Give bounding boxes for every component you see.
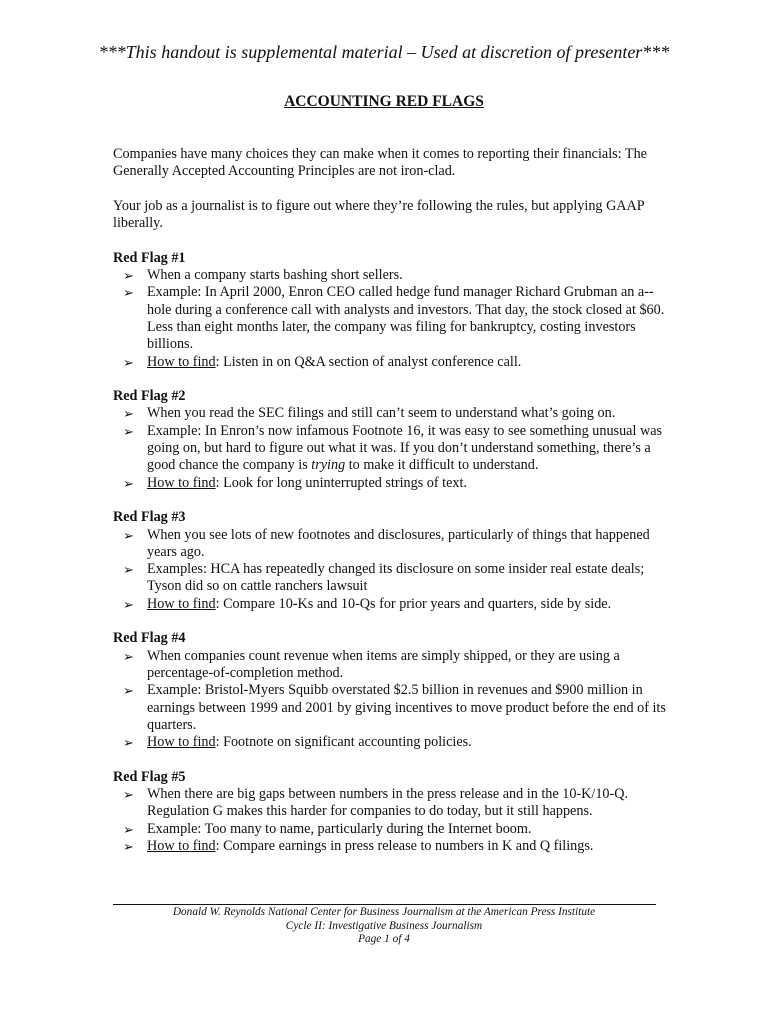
arrow-bullet-icon: ➢ (123, 821, 134, 837)
arrow-bullet-icon: ➢ (123, 406, 134, 422)
bullet-list (113, 267, 673, 371)
how-to-find-label: How to find (147, 837, 216, 854)
bullet-text: Examples: HCA has repeatedly changed its disclosure on some insider real estate deals; Tyson did so on cattle ranchers lawsuit (147, 561, 645, 595)
bullet-text: : Look for long uninterrupted strings of text. (215, 474, 467, 491)
bullet-list (113, 405, 673, 491)
footer-divider (113, 904, 656, 905)
red-flag-heading: Red Flag #1 (113, 249, 186, 266)
arrow-bullet-icon: ➢ (123, 423, 134, 439)
bullet-text: When you see lots of new footnotes and disclosures, particularly of things that happened years ago. (147, 526, 650, 560)
list-item (113, 561, 673, 596)
footer-organization: Donald W. Reynolds National Center for Business Journalism at the American Press Institute (172, 906, 596, 918)
bullet-list (113, 648, 673, 752)
bullet-text-after: to make it difficult to understand. (345, 457, 539, 474)
emphasis-text: trying (311, 457, 346, 474)
bullet-text: : Compare earnings in press release to numbers in K and Q filings. (215, 837, 594, 854)
bullet-text: When there are big gaps between numbers in the press release and in the 10-K/10-Q. Regulation G makes this harder for companies to do today, but it still happens. (147, 785, 629, 820)
footer-cycle: Cycle II: Investigative Business Journalism (285, 919, 483, 932)
red-flag-section (113, 509, 673, 613)
how-to-find-label: How to find (147, 734, 216, 751)
arrow-bullet-icon: ➢ (123, 285, 134, 301)
red-flag-heading: Red Flag #2 (113, 388, 186, 405)
arrow-bullet-icon: ➢ (123, 562, 134, 578)
list-item (113, 596, 673, 613)
how-to-find-label: How to find (147, 595, 216, 612)
document-title: ACCOUNTING RED FLAGS (284, 93, 484, 110)
list-item (113, 423, 673, 475)
intro-paragraph: Companies have many choices they can make when it comes to reporting their financials: The Generally Accepted Accounting Principles are not iron-clad. (113, 146, 647, 180)
list-item (113, 786, 673, 821)
intro-paragraph: Your job as a journalist is to figure out where they’re following the rules, but applying GAAP liberally. (113, 197, 645, 232)
red-flag-section (113, 630, 673, 751)
arrow-bullet-icon: ➢ (123, 786, 134, 802)
arrow-bullet-icon: ➢ (123, 683, 134, 699)
bullet-list (113, 786, 673, 855)
bullet-text: Example: Bristol-Myers Squibb overstated $2.5 billion in revenues and $900 million in earnings between 1999 and 2001 by giving incentives to move product before the end of its quarters. (147, 682, 666, 733)
list-item (113, 405, 673, 422)
bullet-text: When you read the SEC filings and still can’t seem to understand what’s going on. (147, 405, 616, 422)
red-flag-section (113, 388, 673, 492)
arrow-bullet-icon: ➢ (123, 596, 134, 612)
arrow-bullet-icon: ➢ (123, 838, 134, 854)
bullet-text: Example: In April 2000, Enron CEO called hedge fund manager Richard Grubman an a--hole during a conference call with analysts and investors. That day, the stock closed at $60. Less than eight months later, the company was filing for bankruptcy, costing investors billions. (147, 284, 665, 353)
arrow-bullet-icon: ➢ (123, 268, 134, 284)
bullet-text: : Footnote on significant accounting policies. (215, 734, 472, 751)
bullet-text: Example: Too many to name, particularly during the Internet boom. (147, 820, 532, 837)
list-item (113, 284, 673, 353)
arrow-bullet-icon: ➢ (123, 527, 134, 543)
red-flag-section (113, 769, 673, 855)
bullet-text: : Compare 10-Ks and 10-Qs for prior years and quarters, side by side. (215, 595, 612, 612)
list-item (113, 821, 673, 838)
red-flag-heading: Red Flag #3 (113, 509, 186, 526)
how-to-find-label: How to find (147, 353, 216, 370)
bullet-text: When companies count revenue when items are simply shipped, or they are using a percentage-of-completion method. (147, 647, 620, 681)
red-flag-section (113, 250, 673, 371)
list-item (113, 734, 673, 751)
page-number: Page 1 of 4 (358, 933, 410, 945)
list-item (113, 648, 673, 683)
list-item (113, 838, 673, 855)
bullet-text: : Listen in on Q&A section of analyst conference call. (215, 353, 522, 370)
list-item (113, 682, 673, 734)
list-item (113, 354, 673, 371)
arrow-bullet-icon: ➢ (123, 648, 134, 664)
arrow-bullet-icon: ➢ (123, 354, 134, 370)
how-to-find-label: How to find (147, 474, 216, 491)
bullet-text: When a company starts bashing short sellers. (147, 267, 403, 284)
red-flag-heading: Red Flag #4 (113, 630, 186, 647)
arrow-bullet-icon: ➢ (123, 735, 134, 751)
arrow-bullet-icon: ➢ (123, 475, 134, 491)
list-item (113, 475, 673, 492)
list-item (113, 267, 673, 284)
red-flag-heading: Red Flag #5 (113, 768, 186, 785)
disclaimer-banner: ***This handout is supplemental material – Used at discretion of presenter*** (98, 42, 670, 62)
bullet-list (113, 527, 673, 613)
bullet-text: Example: In Enron’s now infamous Footnote 16, it was easy to see something unusual was going on, but hard to figure out what it was. If you don’t understand something, there’s a good chance the company is (147, 422, 663, 474)
document-body (113, 146, 673, 872)
list-item (113, 527, 673, 562)
page-footer (0, 906, 768, 947)
